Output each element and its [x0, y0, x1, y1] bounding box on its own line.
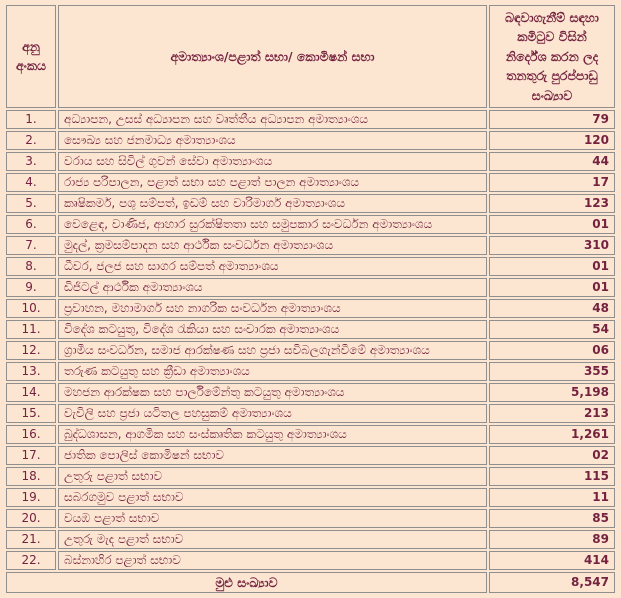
table-row: [6, 509, 615, 528]
row-serial-number: 2.: [6, 131, 56, 150]
header-recommended-vacancies: බඳවාගැනීම් සඳහා කමිටුව විසින් නිර්දේශ කරන ලද තනතුරු පුරප්පාඩු සංඛ්‍යාව: [489, 5, 615, 108]
row-ministry-name: බස්නාහිර පළාත් සභාව: [58, 551, 487, 570]
table-row: [6, 173, 615, 192]
table-row: [6, 152, 615, 171]
row-serial-number: 19.: [6, 488, 56, 507]
total-row: [6, 572, 615, 593]
row-vacancy-count: 54: [489, 320, 615, 339]
row-serial-number: 22.: [6, 551, 56, 570]
row-vacancy-count: 79: [489, 110, 615, 129]
row-ministry-name: වරාය සහ සිවිල් ගුවන් සේවා අමාත්‍යාංශය: [58, 152, 487, 171]
row-ministry-name: සෞඛ්‍ය සහ ජනමාධ්‍ය අමාත්‍යාංශය: [58, 131, 487, 150]
table-row: [6, 236, 615, 255]
table-row: [6, 341, 615, 360]
row-ministry-name: තරුණ කටයුතු සහ ක්‍රීඩා අමාත්‍යාංශය: [58, 362, 487, 381]
table-row: [6, 299, 615, 318]
header-serial-number: අනු අංකය: [6, 5, 56, 108]
row-vacancy-count: 85: [489, 509, 615, 528]
row-vacancy-count: 355: [489, 362, 615, 381]
row-serial-number: 7.: [6, 236, 56, 255]
row-serial-number: 18.: [6, 467, 56, 486]
row-vacancy-count: 01: [489, 278, 615, 297]
row-vacancy-count: 5,198: [489, 383, 615, 402]
row-serial-number: 17.: [6, 446, 56, 465]
row-ministry-name: ජාතික පොලිස් කොමිෂන් සභාව: [58, 446, 487, 465]
row-serial-number: 3.: [6, 152, 56, 171]
total-value: 8,547: [489, 572, 615, 593]
row-serial-number: 14.: [6, 383, 56, 402]
row-serial-number: 1.: [6, 110, 56, 129]
row-vacancy-count: 01: [489, 215, 615, 234]
row-serial-number: 20.: [6, 509, 56, 528]
row-ministry-name: ධීවර, ජලජ සහ සාගර සම්පත් අමාත්‍යාංශය: [58, 257, 487, 276]
table-row: [6, 194, 615, 213]
row-vacancy-count: 213: [489, 404, 615, 423]
row-ministry-name: ග්‍රාමීය සංවර්ධන, සමාජ ආරක්ෂණ සහ ප්‍රජා සවිබලගැන්වීමේ අමාත්‍යාංශය: [58, 341, 487, 360]
row-serial-number: 5.: [6, 194, 56, 213]
row-ministry-name: උතුරු මැද පළාත් සභාව: [58, 530, 487, 549]
row-vacancy-count: 48: [489, 299, 615, 318]
row-ministry-name: සබරගමුව පළාත් සභාව: [58, 488, 487, 507]
row-serial-number: 12.: [6, 341, 56, 360]
header-ministry-council: අමාත්‍යාංශ/පළාත් සභා/ කොමිෂන් සභා: [58, 5, 487, 108]
table-body: [6, 110, 615, 570]
row-serial-number: 8.: [6, 257, 56, 276]
row-serial-number: 9.: [6, 278, 56, 297]
row-vacancy-count: 01: [489, 257, 615, 276]
table-row: [6, 404, 615, 423]
row-vacancy-count: 06: [489, 341, 615, 360]
row-vacancy-count: 44: [489, 152, 615, 171]
vacancy-table: [4, 3, 617, 595]
table-row: [6, 467, 615, 486]
table-row: [6, 488, 615, 507]
row-vacancy-count: 02: [489, 446, 615, 465]
row-vacancy-count: 11: [489, 488, 615, 507]
table-row: [6, 362, 615, 381]
row-ministry-name: වැවිලි සහ ප්‍රජා යටිතල පහසුකම් අමාත්‍යාංශය: [58, 404, 487, 423]
row-vacancy-count: 120: [489, 131, 615, 150]
table-row: [6, 215, 615, 234]
row-vacancy-count: 89: [489, 530, 615, 549]
table-row: [6, 257, 615, 276]
table-row: [6, 110, 615, 129]
header-row: [6, 5, 615, 108]
table-row: [6, 425, 615, 444]
table-row: [6, 320, 615, 339]
row-vacancy-count: 123: [489, 194, 615, 213]
row-ministry-name: උතුරු පළාත් සභාව: [58, 467, 487, 486]
row-ministry-name: ප්‍රවාහන, මහාමාර්ග සහ නාගරික සංවර්ධන අමාත්‍යාංශය: [58, 299, 487, 318]
table-row: [6, 446, 615, 465]
row-serial-number: 10.: [6, 299, 56, 318]
table-row: [6, 278, 615, 297]
row-ministry-name: බුද්ධශාසන, ආගමික සහ සංස්කෘතික කටයුතු අමාත්‍යාංශය: [58, 425, 487, 444]
row-serial-number: 4.: [6, 173, 56, 192]
row-ministry-name: අධ්‍යාපන, උසස් අධ්‍යාපන සහ වෘත්තීය අධ්‍යාපන අමාත්‍යාංශය: [58, 110, 487, 129]
row-ministry-name: මහජන ආරක්ෂක සහ පාර්ලිමේන්තු කටයුතු අමාත්‍යාංශය: [58, 383, 487, 402]
row-serial-number: 15.: [6, 404, 56, 423]
row-ministry-name: කෘෂිකර්ම, පශු සම්පත්, ඉඩම් සහ වාරිමාර්ග අමාත්‍යාංශය: [58, 194, 487, 213]
table-row: [6, 383, 615, 402]
row-vacancy-count: 17: [489, 173, 615, 192]
row-vacancy-count: 414: [489, 551, 615, 570]
row-ministry-name: මුදල්, ක්‍රමසම්පාදන සහ ආර්ථික සංවර්ධන අමාත්‍යාංශය: [58, 236, 487, 255]
row-vacancy-count: 115: [489, 467, 615, 486]
row-vacancy-count: 1,261: [489, 425, 615, 444]
row-ministry-name: විදේශ කටයුතු, විදේශ රැකියා සහ සංචාරක අමාත්‍යාංශය: [58, 320, 487, 339]
total-label: මුළු සංඛ්‍යාව: [6, 572, 487, 593]
row-serial-number: 21.: [6, 530, 56, 549]
row-ministry-name: වයඹ පළාත් සභාව: [58, 509, 487, 528]
row-serial-number: 16.: [6, 425, 56, 444]
row-serial-number: 6.: [6, 215, 56, 234]
row-ministry-name: රාජ්‍ය පරිපාලන, පළාත් සභා සහ පළාත් පාලන අමාත්‍යාංශය: [58, 173, 487, 192]
row-serial-number: 13.: [6, 362, 56, 381]
row-ministry-name: වෙළෙඳ, වාණිජ, ආහාර සුරක්ෂිතතා සහ සමුපකාර සංවර්ධන අමාත්‍යාංශය: [58, 215, 487, 234]
row-serial-number: 11.: [6, 320, 56, 339]
table-row: [6, 551, 615, 570]
table-row: [6, 530, 615, 549]
table-row: [6, 131, 615, 150]
row-ministry-name: ඩිජිටල් ආර්ථික අමාත්‍යාංශය: [58, 278, 487, 297]
row-vacancy-count: 310: [489, 236, 615, 255]
